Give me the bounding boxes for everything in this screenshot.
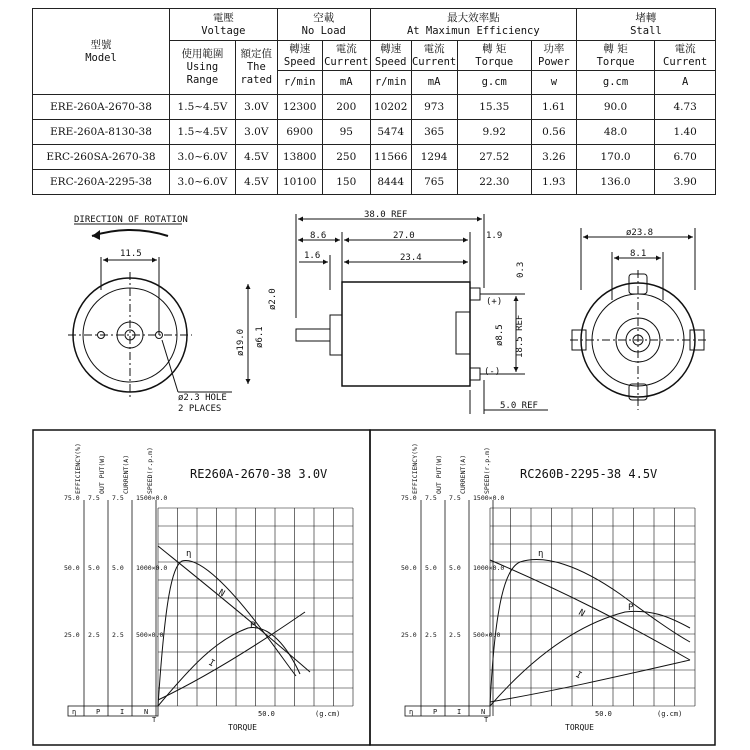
curve-label-eta: η — [538, 549, 544, 559]
curve-i — [490, 660, 690, 702]
unit-cell: mA — [411, 71, 457, 95]
curve-i — [158, 612, 305, 700]
value-cell: 765 — [411, 170, 457, 195]
value-cell: 170.0 — [576, 145, 654, 170]
x-tick-label: 50.0 — [595, 710, 612, 718]
legend-cell-0: η — [409, 708, 414, 716]
dim-5: 5.0 REF — [500, 401, 538, 411]
rated-cell: 4.5V — [235, 145, 277, 170]
legend-cell-1: P — [433, 708, 438, 716]
curve-label-t: T — [152, 716, 157, 724]
axis-tick-label: 25.0 — [401, 631, 417, 639]
curve-p — [490, 611, 690, 706]
rated-cell: 3.0V — [235, 120, 277, 145]
curve-eta — [490, 560, 690, 706]
unit-cell: g.cm — [576, 71, 654, 95]
dim-8-1: 8.1 — [630, 249, 647, 259]
value-cell: 27.52 — [457, 145, 531, 170]
value-cell: 48.0 — [576, 120, 654, 145]
curve-label-i: I — [573, 669, 584, 682]
unit-cell: r/min — [277, 71, 322, 95]
me-current-header: 電流 Current — [411, 41, 457, 71]
axis-tick-label: 50.0 — [64, 564, 80, 572]
curve-label-n: N — [576, 607, 587, 620]
value-cell: 5474 — [370, 120, 411, 145]
x-axis-label: TORQUE — [565, 723, 594, 732]
axis-tick-label: 2.5 — [112, 631, 124, 639]
x-tick-label: 50.0 — [258, 710, 275, 718]
axis-tick-label: 2.5 — [449, 631, 461, 639]
value-cell: 11566 — [370, 145, 411, 170]
x-unit-label: (g.cm) — [657, 710, 683, 718]
legend-cells — [405, 706, 490, 716]
curve-label-eta: η — [186, 549, 192, 559]
axis-tick-label: 50.0 — [401, 564, 417, 572]
dim-phi-8-5: ø8.5 — [495, 324, 505, 346]
using-range-header: 使用範圍 Using Range — [170, 41, 236, 95]
value-cell: 4.73 — [655, 95, 716, 120]
table-row — [33, 120, 716, 145]
motor-shaft — [296, 329, 330, 341]
dim-phi-6-1: ø6.1 — [255, 326, 265, 348]
axis-tick-label: 5.0 — [112, 564, 124, 572]
axis-tick-label: 2.5 — [425, 631, 437, 639]
axis-tick-label: 7.5 — [88, 494, 100, 502]
model-cell: ERC-260SA-2670-38 — [33, 145, 170, 170]
value-cell: 150 — [322, 170, 370, 195]
curve-p — [158, 628, 300, 706]
unit-cell: mA — [322, 71, 370, 95]
rear-end-view — [570, 228, 706, 410]
axis-tick-label: 75.0 — [401, 494, 417, 502]
rated-header: 額定值 The rated — [235, 41, 277, 95]
nl-speed-header: 轉速 Speed — [277, 41, 322, 71]
axis-tick-label: 7.5 — [449, 494, 461, 502]
spec-table — [32, 8, 716, 195]
dim-1-6: 1.6 — [304, 251, 321, 261]
axis-header-3: SPEED(r.p.m) — [483, 447, 491, 494]
chart-title: RC260B-2295-38 4.5V — [520, 467, 658, 481]
value-cell: 13800 — [277, 145, 322, 170]
axis-tick-label: 5.0 — [425, 564, 437, 572]
axis-header-0: EFFICIENCY(%) — [74, 443, 82, 494]
value-cell: 6900 — [277, 120, 322, 145]
legend-cell-0: η — [72, 708, 77, 716]
front-end-view — [68, 215, 232, 414]
dim-phi-23-8: ø23.8 — [626, 228, 654, 238]
unit-cell: r/min — [370, 71, 411, 95]
axis-tick-label: 5.0 — [88, 564, 100, 572]
value-cell: 250 — [322, 145, 370, 170]
value-cell: 3.26 — [531, 145, 576, 170]
value-cell: 10202 — [370, 95, 411, 120]
axis-tick-label: 25.0 — [64, 631, 80, 639]
performance-charts — [0, 425, 750, 750]
range-cell: 3.0~6.0V — [170, 170, 236, 195]
axis-tick-label: 7.5 — [425, 494, 437, 502]
axis-tick-label: 2.5 — [88, 631, 100, 639]
dim-1-9: 1.9 — [486, 231, 503, 241]
value-cell: 1.61 — [531, 95, 576, 120]
legend-cell-3: N — [481, 708, 486, 716]
performance-chart-right — [401, 443, 695, 732]
value-cell: 973 — [411, 95, 457, 120]
rotation-arrow — [92, 230, 168, 236]
table-row — [33, 145, 716, 170]
value-cell: 22.30 — [457, 170, 531, 195]
minus-terminal-label: (-) — [484, 367, 501, 377]
no-load-header: 空載 No Load — [277, 9, 370, 41]
rated-cell: 3.0V — [235, 95, 277, 120]
curve-label-i: I — [206, 657, 217, 670]
value-cell: 95 — [322, 120, 370, 145]
range-cell: 3.0~6.0V — [170, 145, 236, 170]
hole-label-places: 2 PLACES — [178, 404, 222, 414]
table-row — [33, 170, 716, 195]
model-cell: ERE-260A-8130-38 — [33, 120, 170, 145]
x-axis-label: TORQUE — [228, 723, 257, 732]
legend-cell-1: P — [96, 708, 101, 716]
rotation-label: DIRECTION OF ROTATION — [74, 215, 188, 225]
dim-8-6: 8.6 — [310, 231, 327, 241]
axis-header-2: CURRENT(A) — [122, 454, 130, 494]
axis-header-3: SPEED(r.p.m) — [146, 447, 154, 494]
legend-cell-2: I — [120, 708, 125, 716]
range-cell: 1.5~4.5V — [170, 95, 236, 120]
side-view — [236, 210, 548, 414]
me-torque-header: 轉 矩 Torque — [457, 41, 531, 71]
technical-drawing — [0, 200, 750, 420]
unit-cell: w — [531, 71, 576, 95]
table-row — [33, 95, 716, 120]
dim-phi-2: ø2.0 — [268, 288, 278, 310]
axis-header-1: OUT PUT(W) — [435, 454, 443, 494]
unit-cell: g.cm — [457, 71, 531, 95]
value-cell: 15.35 — [457, 95, 531, 120]
curve-label-p: P — [250, 621, 256, 631]
axis-header-1: OUT PUT(W) — [98, 454, 106, 494]
legend-cell-3: N — [144, 708, 149, 716]
axis-tick-label: 1000×0.0 — [473, 564, 505, 572]
nl-current-header: 電流 Current — [322, 41, 370, 71]
curve-n — [158, 546, 310, 672]
dim-38: 38.0 REF — [364, 210, 408, 220]
value-cell: 365 — [411, 120, 457, 145]
value-cell: 9.92 — [457, 120, 531, 145]
chart-title: RE260A-2670-38 3.0V — [190, 467, 328, 481]
dim-23-4: 23.4 — [400, 253, 422, 263]
axis-tick-label: 1500×0.0 — [136, 494, 168, 502]
hole-label: ø2.3 HOLE — [178, 393, 227, 403]
x-unit-label: (g.cm) — [315, 710, 341, 718]
value-cell: 10100 — [277, 170, 322, 195]
dim-phi-19: ø19.0 — [236, 328, 246, 356]
range-cell: 1.5~4.5V — [170, 120, 236, 145]
dim-11-5: 11.5 — [120, 249, 142, 259]
model-cell: ERE-260A-2670-38 — [33, 95, 170, 120]
dim-0-3: 0.3 — [516, 261, 526, 278]
axis-tick-label: 75.0 — [64, 494, 80, 502]
axis-header-0: EFFICIENCY(%) — [411, 443, 419, 494]
curve-label-p: P — [628, 603, 634, 613]
unit-cell: A — [655, 71, 716, 95]
value-cell: 1.93 — [531, 170, 576, 195]
curve-label-n: N — [216, 587, 227, 600]
model-header: 型號 Model — [33, 9, 170, 95]
value-cell: 3.90 — [655, 170, 716, 195]
value-cell: 200 — [322, 95, 370, 120]
axis-tick-label: 1000×0.0 — [136, 564, 168, 572]
curve-label-t: T — [484, 716, 489, 724]
axis-tick-label: 7.5 — [112, 494, 124, 502]
motor-can — [342, 282, 470, 386]
value-cell: 136.0 — [576, 170, 654, 195]
dim-27: 27.0 — [393, 231, 415, 241]
axis-tick-label: 500×0.0 — [473, 631, 501, 639]
value-cell: 8444 — [370, 170, 411, 195]
value-cell: 12300 — [277, 95, 322, 120]
st-torque-header: 轉 矩 Torque — [576, 41, 654, 71]
value-cell: 1294 — [411, 145, 457, 170]
voltage-header: 電壓 Voltage — [170, 9, 278, 41]
me-speed-header: 轉速 Speed — [370, 41, 411, 71]
value-cell: 90.0 — [576, 95, 654, 120]
value-cell: 0.56 — [531, 120, 576, 145]
dim-18-5: 18.5 REF — [515, 314, 525, 358]
plus-terminal-label: (+) — [486, 297, 503, 307]
legend-cell-2: I — [457, 708, 462, 716]
rated-cell: 4.5V — [235, 170, 277, 195]
axis-tick-label: 1500×0.0 — [473, 494, 505, 502]
performance-chart-left — [64, 443, 353, 732]
st-current-header: 電流 Current — [655, 41, 716, 71]
model-cell: ERC-260A-2295-38 — [33, 170, 170, 195]
value-cell: 6.70 — [655, 145, 716, 170]
axis-tick-label: 500×0.0 — [136, 631, 164, 639]
axis-tick-label: 5.0 — [449, 564, 461, 572]
max-efficiency-header: 最大效率點 At Maximun Efficiency — [370, 9, 576, 41]
value-cell: 1.40 — [655, 120, 716, 145]
axis-header-2: CURRENT(A) — [459, 454, 467, 494]
stall-header: 堵轉 Stall — [576, 9, 715, 41]
me-power-header: 功率 Power — [531, 41, 576, 71]
